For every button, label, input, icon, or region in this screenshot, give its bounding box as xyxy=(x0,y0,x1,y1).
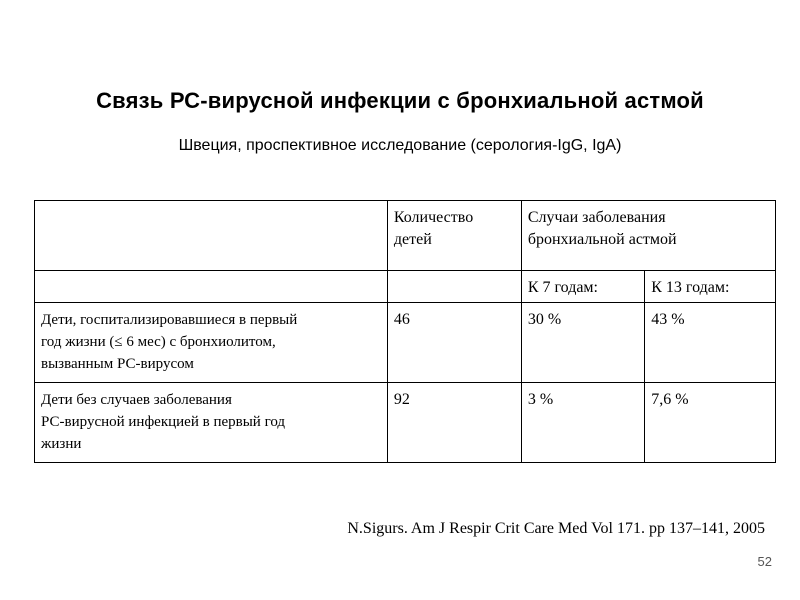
row-age7-value: 30 % xyxy=(521,303,644,383)
row-label xyxy=(35,383,388,463)
header-cases-cell xyxy=(521,201,775,271)
table-row xyxy=(35,383,776,463)
study-results-table xyxy=(34,200,776,463)
header-cases-line1: Случаи заболевания xyxy=(527,209,666,226)
row-age7-value: 3 % xyxy=(521,383,644,463)
subheader-empty-cell xyxy=(35,271,388,303)
slide-subtitle: Швеция, проспективное исследование (серология-IgG, IgA) xyxy=(178,137,622,154)
slide-title: Связь РС-вирусной инфекции с бронхиальной астмой xyxy=(96,88,704,113)
row-age13-value: 43 % xyxy=(645,303,776,383)
row-label xyxy=(35,303,388,383)
row-count: 46 xyxy=(387,303,521,383)
subheader-age7: К 7 годам: xyxy=(521,271,644,303)
row-label-line: Дети без случаев заболевания xyxy=(41,392,232,408)
header-cases-line2: бронхиальной астмой xyxy=(527,231,677,248)
subheader-row xyxy=(35,271,776,303)
row-age13-value: 7,6 % xyxy=(645,383,776,463)
row-label-line: Дети, госпитализировавшиеся в первый xyxy=(41,312,298,328)
header-count-cell xyxy=(387,201,521,271)
header-row xyxy=(35,201,776,271)
subheader-age13: К 13 годам: xyxy=(645,271,776,303)
header-count-line2: детей xyxy=(393,231,432,248)
row-label-line: вызванным РС-вирусом xyxy=(41,356,194,372)
table-row xyxy=(35,303,776,383)
row-label-line: жизни xyxy=(41,436,82,452)
citation: N.Sigurs. Am J Respir Crit Care Med Vol 171. pp 137–141, 2005 xyxy=(347,520,765,537)
row-count: 92 xyxy=(387,383,521,463)
header-empty-cell xyxy=(35,201,388,271)
subheader-empty-count-cell xyxy=(387,271,521,303)
row-label-line: год жизни (≤ 6 мес) с бронхиолитом, xyxy=(41,334,276,350)
header-count-line1: Количество xyxy=(393,209,474,226)
page-number: 52 xyxy=(757,554,772,569)
row-label-line: РС-вирусной инфекцией в первый год xyxy=(41,414,286,430)
